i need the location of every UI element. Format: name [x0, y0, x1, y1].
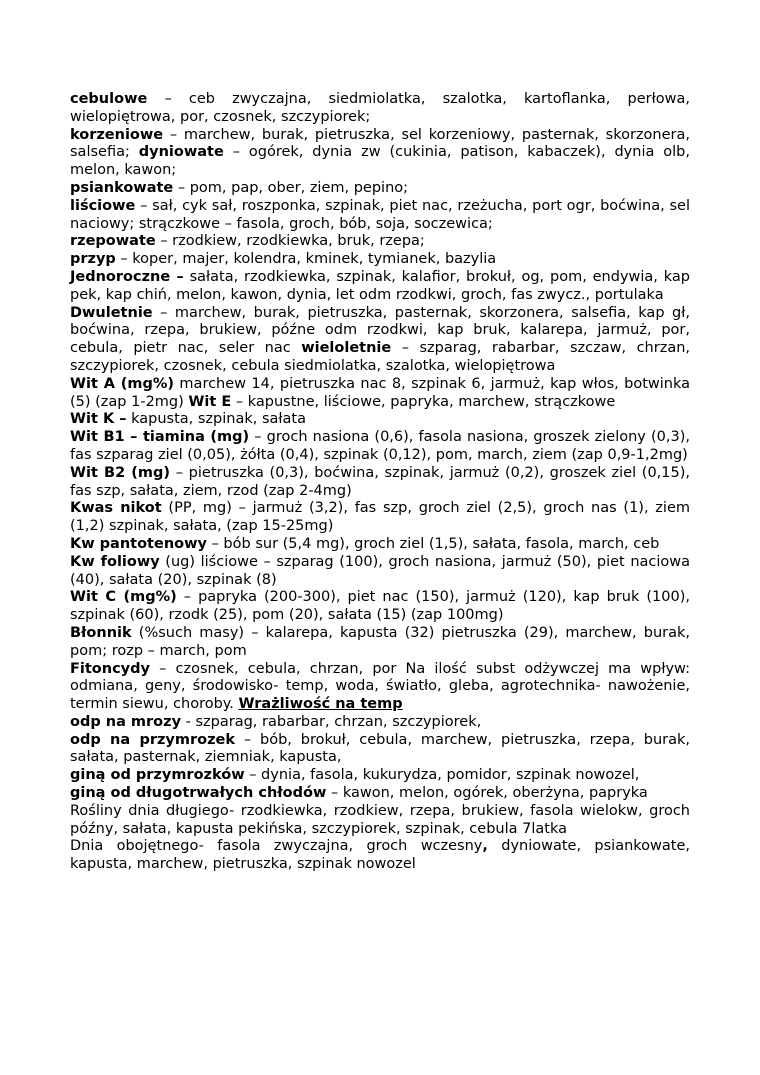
term-cebulowe: cebulowe — [70, 91, 148, 107]
term-wit-a: Wit A (mg%) — [70, 375, 175, 392]
para-fitoncydy — [70, 661, 690, 714]
para-dwuletnie — [70, 305, 690, 376]
text: marchew 14, pietruszka nac 8, szpinak 6, jarmuż, kap włos, botwinka (5) (zap 1-2mg) — [70, 375, 690, 410]
text: – kawon, melon, ogórek, oberżyna, papryka — [326, 785, 648, 802]
text: – marchew, burak, pietruszka, sel korzeniowy, pasternak, skorzonera, salsefia; — [70, 126, 690, 161]
para-blonnik — [70, 625, 690, 661]
term-wit-b2: Wit B2 (mg) — [70, 464, 171, 481]
text: – ceb zwyczajna, siedmiolatka, szalotka, kartoflanka, perłowa, wielopiętrowa, por, czosnek, szczypiorek; — [70, 91, 690, 125]
text: kapusta, szpinak, sałata — [126, 411, 306, 428]
term-dyniowate: dyniowate — [138, 144, 224, 161]
para-kw-foliowy — [70, 554, 690, 590]
term-fitoncydy: Fitoncydy — [70, 660, 150, 677]
text: – marchew, burak, pietruszka, pasternak, skorzonera, salsefia, kap gł, boćwina, rzepa, brukiew, późne odm rzodkwi, kap bruk, kalarepa, jarmuż, por, cebula, pietr nac, seler nac — [70, 304, 690, 357]
para-korzeniowe — [70, 127, 690, 180]
para-wit-c — [70, 589, 690, 625]
para-dnia-obojetnego — [70, 838, 690, 874]
text: – koper, majer, kolendra, kminek, tymianek, bazylia — [115, 251, 497, 268]
para-wit-b2 — [70, 465, 690, 501]
term-korzeniowe: korzeniowe — [70, 126, 164, 143]
para-psiankowate — [70, 180, 690, 198]
bold-comma: , — [482, 838, 488, 855]
term-blonnik: Błonnik — [70, 624, 132, 641]
text: – papryka (200-300), piet nac (150), jarmuż (120), kap bruk (100), szpinak (60), rzodk (25), pom (20), sałata (15) (zap 100mg) — [70, 589, 690, 624]
term-lisciowe: liściowe — [70, 197, 136, 214]
term-wit-c: Wit C (mg%) — [70, 589, 177, 606]
text: (PP, mg) – jarmuż (3,2), fas szp, groch ziel (2,5), groch nas (1), ziem (1,2) szpinak, sałata, (zap 15-25mg) — [70, 500, 690, 535]
term-przyp: przyp — [70, 251, 116, 268]
text: – groch nasiona (0,6), fasola nasiona, groszek zielony (0,3), fas szparag ziel (0,05), żółta (0,4), szpinak (0,12), pom, march, ziem (zap 0,9-1,2mg) — [70, 429, 690, 463]
term-kw-foliowy: Kw foliowy — [70, 553, 160, 570]
text: – rzodkiew, rzodkiewka, bruk, rzepa; — [155, 233, 425, 250]
para-cebulowe — [70, 91, 690, 127]
term-odp-na-przymrozek: odp na przymrozek — [70, 731, 236, 748]
term-rzepowate: rzepowate — [70, 233, 156, 250]
heading-wrazliwosc-na-temp: Wrażliwość na temp — [238, 696, 403, 713]
text: – ogórek, dynia zw (cukinia, patison, kabaczek), dynia olb, melon, kawon; — [70, 144, 690, 179]
term-wit-e: Wit E — [188, 393, 232, 410]
text: – kapustne, liściowe, papryka, marchew, strączkowe — [231, 393, 616, 410]
para-jednoroczne — [70, 269, 690, 305]
para-odp-na-mrozy — [70, 714, 690, 732]
term-gina-od-przymrozkow: giną od przymrozków — [70, 767, 245, 784]
text: – pom, pap, ober, ziem, pepino; — [173, 179, 409, 196]
text: Rośliny dnia długiego- rzodkiewka, rzodkiew, rzepa, brukiew, fasola wielokw, groch późny, sałata, kapusta pekińska, szczypiorek, szpinak, cebula 7latka — [70, 802, 690, 837]
para-gina-od-chlodow — [70, 785, 690, 803]
para-wit-k — [70, 411, 690, 429]
term-gina-od-chlodow: giną od długotrwałych chłodów — [70, 785, 327, 802]
para-wit-b1 — [70, 429, 690, 465]
term-dwuletnie: Dwuletnie — [70, 304, 153, 321]
text: – dynia, fasola, kukurydza, pomidor, szpinak nowozel, — [244, 767, 640, 784]
text: dyniowate, psiankowate, kapusta, marchew, pietruszka, szpinak nowozel — [70, 838, 690, 873]
para-gina-od-przymrozkow — [70, 767, 690, 785]
text: - szparag, rabarbar, chrzan, szczypiorek, — [181, 713, 482, 730]
text: – czosnek, cebula, chrzan, por Na ilość subst odżywczej ma wpływ: odmiana, geny, środowisko- temp, woda, światło, gleba, agrotechnika- nawożenie, termin siewu, choroby. — [70, 660, 690, 713]
text: – sał, cyk sał, roszponka, szpinak, piet nac, rzeżucha, port ogr, boćwina, sel naciowy; strączkowe – fasola, groch, bób, soja, soczewica; — [70, 197, 690, 232]
text: (%such masy) – kalarepa, kapusta (32) pietruszka (29), marchew, burak, pom; rozp – march, pom — [70, 624, 690, 659]
text: sałata, rzodkiewka, szpinak, kalafior, brokuł, og, pom, endywia, kap pek, kap chiń, melon, kawon, dynia, let odm rzodkwi, groch, fas zwycz., portulaka — [70, 268, 690, 303]
text: – bób, brokuł, cebula, marchew, pietruszka, rzepa, burak, sałata, pasternak, ziemniak, kapusta, — [70, 731, 690, 766]
term-wit-b1: Wit B1 – tiamina (mg) — [70, 429, 250, 446]
text: (ug) liściowe – szparag (100), groch nasiona, jarmuż (50), piet naciowa (40), sałata (20), szpinak (8) — [70, 553, 691, 588]
text: – bób sur (5,4 mg), groch ziel (1,5), sałata, fasola, march, ceb — [206, 535, 660, 552]
para-kwas-nikot — [70, 500, 690, 536]
term-kw-pantotenowy: Kw pantotenowy — [70, 535, 207, 552]
text: Dnia obojętnego- fasola zwyczajna, groch wczesny — [70, 838, 483, 855]
para-kw-pantotenowy — [70, 536, 690, 554]
text: – pietruszka (0,3), boćwina, szpinak, jarmuż (0,2), groszek ziel (0,15), fas szp, sałata, ziem, rzod (zap 2-4mg) — [70, 464, 691, 499]
term-psiankowate: psiankowate — [70, 179, 174, 196]
para-przyp — [70, 251, 690, 269]
text: – szparag, rabarbar, szczaw, chrzan, szczypiorek, czosnek, cebula siedmiolatka, szalotka, wielopiętrowa — [70, 340, 691, 374]
term-wieloletnie: wieloletnie — [301, 340, 392, 357]
para-wit-a — [70, 376, 690, 412]
para-rzepowate — [70, 233, 690, 251]
para-lisciowe — [70, 198, 690, 234]
document-page — [70, 91, 690, 874]
term-wit-k: Wit K – — [70, 411, 127, 428]
para-odp-na-przymrozek — [70, 732, 690, 768]
term-kwas-nikot: Kwas nikot — [70, 500, 162, 517]
term-odp-na-mrozy: odp na mrozy — [70, 713, 182, 730]
term-jednoroczne: Jednoroczne – — [70, 268, 184, 285]
para-dnia-dlugiego — [70, 803, 690, 839]
